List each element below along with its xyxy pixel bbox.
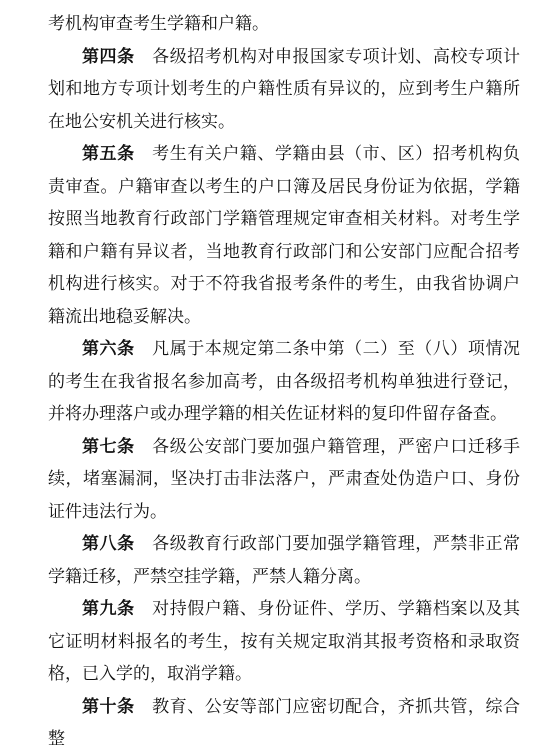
article-title: 第十条 — [82, 696, 135, 717]
paragraph-continuation — [48, 8, 520, 41]
article-9 — [48, 593, 520, 691]
article-4 — [48, 41, 520, 139]
article-text: 各级招考机构对申报国家专项计划、高校专项计划和地方专项计划考生的户籍性质有异议的，应到考生户籍所在地公安机关进行核实。 — [48, 46, 520, 132]
article-8 — [48, 528, 520, 593]
article-text: 对持假户籍、身份证件、学历、学籍档案以及其它证明材料报名的考生，按有关规定取消其报考资格和录取资格，已入学的，取消学籍。 — [48, 599, 520, 684]
article-5 — [48, 138, 520, 333]
article-title: 第六条 — [82, 339, 135, 359]
article-6 — [48, 333, 520, 431]
article-text: 凡属于本规定第二条中第（二）至（八）项情况的考生在我省报名参加高考，由各级招考机构单独进行登记，并将办理落户或办理学籍的相关佐证材料的复印件留存备查。 — [48, 339, 520, 424]
article-title: 第八条 — [82, 534, 135, 554]
article-text: 各级公安部门要加强户籍管理，严密户口迁移手续，堵塞漏洞，坚决打击非法落户，严肃查处伪造户口、身份证件违法行为。 — [48, 436, 520, 522]
paragraph-text: 考机构审查考生学籍和户籍。 — [48, 14, 269, 34]
article-10 — [48, 691, 520, 756]
document-body — [48, 8, 520, 756]
article-text: 各级教育行政部门要加强学籍管理，严禁非正常学籍迁移，严禁空挂学籍，严禁人籍分离。 — [48, 534, 520, 587]
article-text: 考生有关户籍、学籍由县（市、区）招考机构负责审查。户籍审查以考生的户口簿及居民身份证为依据，学籍按照当地教育行政部门学籍管理规定审查相关材料。对考生学籍和户籍有异议者，当地教育行政部门和公安部门应配合招考机构进行核实。对于不符我省报考条件的考生，由我省协调户籍流出地稳妥解决。 — [48, 144, 520, 327]
article-text: 教育、公安等部门应密切配合，齐抓共管，综合整 — [48, 696, 520, 749]
article-title: 第四条 — [82, 46, 135, 67]
article-title: 第七条 — [82, 436, 135, 457]
article-7 — [48, 431, 520, 529]
article-title: 第五条 — [82, 144, 135, 164]
article-title: 第九条 — [82, 599, 135, 619]
